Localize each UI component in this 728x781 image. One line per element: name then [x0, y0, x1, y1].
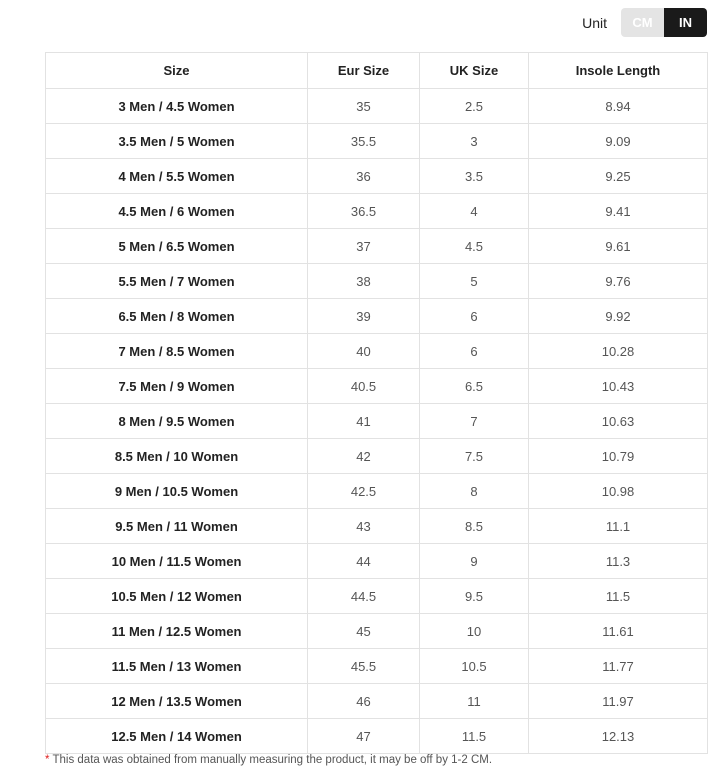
table-row: [46, 509, 708, 544]
cell-uk-size: 7: [420, 404, 529, 439]
cell-eur-size: 35: [308, 89, 420, 124]
cell-eur-size: 36: [308, 159, 420, 194]
header-eur-size: Eur Size: [308, 53, 420, 89]
header-insole-length: Insole Length: [529, 53, 708, 89]
table-row: [46, 264, 708, 299]
cell-uk-size: 4: [420, 194, 529, 229]
table-row: [46, 474, 708, 509]
unit-toggle: [621, 8, 707, 37]
cell-eur-size: 43: [308, 509, 420, 544]
table-row: [46, 404, 708, 439]
cell-uk-size: 11.5: [420, 719, 529, 754]
cell-uk-size: 9: [420, 544, 529, 579]
cell-size: 9.5 Men / 11 Women: [46, 509, 308, 544]
table-row: [46, 719, 708, 754]
table-row: [46, 614, 708, 649]
cell-size: 9 Men / 10.5 Women: [46, 474, 308, 509]
cell-uk-size: 4.5: [420, 229, 529, 264]
cell-insole-length: 10.43: [529, 369, 708, 404]
cell-eur-size: 44: [308, 544, 420, 579]
cell-insole-length: 10.79: [529, 439, 708, 474]
cell-size: 5 Men / 6.5 Women: [46, 229, 308, 264]
cell-uk-size: 6: [420, 334, 529, 369]
cell-size: 4 Men / 5.5 Women: [46, 159, 308, 194]
cell-size: 11 Men / 12.5 Women: [46, 614, 308, 649]
cell-size: 10.5 Men / 12 Women: [46, 579, 308, 614]
table-row: [46, 334, 708, 369]
cell-insole-length: 11.1: [529, 509, 708, 544]
cell-uk-size: 11: [420, 684, 529, 719]
table-body: [46, 89, 708, 754]
cell-size: 4.5 Men / 6 Women: [46, 194, 308, 229]
cell-eur-size: 45.5: [308, 649, 420, 684]
unit-option-in[interactable]: IN: [664, 8, 707, 37]
footnote: [45, 754, 492, 766]
header-size: Size: [46, 53, 308, 89]
cell-eur-size: 40: [308, 334, 420, 369]
table-row: [46, 439, 708, 474]
table-row: [46, 89, 708, 124]
cell-size: 5.5 Men / 7 Women: [46, 264, 308, 299]
cell-eur-size: 45: [308, 614, 420, 649]
cell-uk-size: 9.5: [420, 579, 529, 614]
table-row: [46, 159, 708, 194]
cell-eur-size: 35.5: [308, 124, 420, 159]
cell-size: 8.5 Men / 10 Women: [46, 439, 308, 474]
cell-insole-length: 9.76: [529, 264, 708, 299]
cell-insole-length: 10.28: [529, 334, 708, 369]
unit-selector: [582, 8, 707, 37]
cell-uk-size: 7.5: [420, 439, 529, 474]
cell-eur-size: 37: [308, 229, 420, 264]
cell-eur-size: 36.5: [308, 194, 420, 229]
table-row: [46, 649, 708, 684]
table-row: [46, 544, 708, 579]
cell-size: 11.5 Men / 13 Women: [46, 649, 308, 684]
cell-insole-length: 11.5: [529, 579, 708, 614]
cell-uk-size: 10: [420, 614, 529, 649]
cell-size: 6.5 Men / 8 Women: [46, 299, 308, 334]
size-chart-table: [45, 52, 708, 754]
footnote-text: This data was obtained from manually measuring the product, it may be off by 1-2 CM.: [52, 754, 493, 766]
table-row: [46, 124, 708, 159]
cell-size: 8 Men / 9.5 Women: [46, 404, 308, 439]
cell-insole-length: 11.3: [529, 544, 708, 579]
cell-uk-size: 2.5: [420, 89, 529, 124]
cell-insole-length: 9.09: [529, 124, 708, 159]
cell-uk-size: 6.5: [420, 369, 529, 404]
cell-insole-length: 11.77: [529, 649, 708, 684]
cell-eur-size: 44.5: [308, 579, 420, 614]
cell-insole-length: 12.13: [529, 719, 708, 754]
cell-insole-length: 11.61: [529, 614, 708, 649]
table-row: [46, 299, 708, 334]
cell-size: 7 Men / 8.5 Women: [46, 334, 308, 369]
cell-size: 7.5 Men / 9 Women: [46, 369, 308, 404]
unit-option-cm[interactable]: CM: [621, 8, 664, 37]
cell-eur-size: 38: [308, 264, 420, 299]
cell-size: 12 Men / 13.5 Women: [46, 684, 308, 719]
cell-eur-size: 40.5: [308, 369, 420, 404]
cell-uk-size: 8.5: [420, 509, 529, 544]
cell-eur-size: 42.5: [308, 474, 420, 509]
cell-uk-size: 8: [420, 474, 529, 509]
cell-insole-length: 9.92: [529, 299, 708, 334]
cell-eur-size: 46: [308, 684, 420, 719]
cell-insole-length: 10.98: [529, 474, 708, 509]
cell-uk-size: 6: [420, 299, 529, 334]
header-uk-size: UK Size: [420, 53, 529, 89]
table-row: [46, 229, 708, 264]
table-header-row: [46, 53, 708, 89]
cell-eur-size: 41: [308, 404, 420, 439]
footnote-marker: *: [45, 754, 50, 766]
cell-size: 10 Men / 11.5 Women: [46, 544, 308, 579]
cell-eur-size: 47: [308, 719, 420, 754]
cell-insole-length: 9.25: [529, 159, 708, 194]
cell-insole-length: 10.63: [529, 404, 708, 439]
cell-eur-size: 42: [308, 439, 420, 474]
cell-uk-size: 5: [420, 264, 529, 299]
cell-insole-length: 9.61: [529, 229, 708, 264]
cell-size: 3.5 Men / 5 Women: [46, 124, 308, 159]
cell-eur-size: 39: [308, 299, 420, 334]
table-row: [46, 579, 708, 614]
cell-insole-length: 8.94: [529, 89, 708, 124]
cell-size: 12.5 Men / 14 Women: [46, 719, 308, 754]
cell-insole-length: 9.41: [529, 194, 708, 229]
cell-insole-length: 11.97: [529, 684, 708, 719]
table-row: [46, 369, 708, 404]
cell-uk-size: 3: [420, 124, 529, 159]
cell-size: 3 Men / 4.5 Women: [46, 89, 308, 124]
table-row: [46, 194, 708, 229]
cell-uk-size: 3.5: [420, 159, 529, 194]
table-row: [46, 684, 708, 719]
unit-label: Unit: [582, 14, 607, 31]
cell-uk-size: 10.5: [420, 649, 529, 684]
